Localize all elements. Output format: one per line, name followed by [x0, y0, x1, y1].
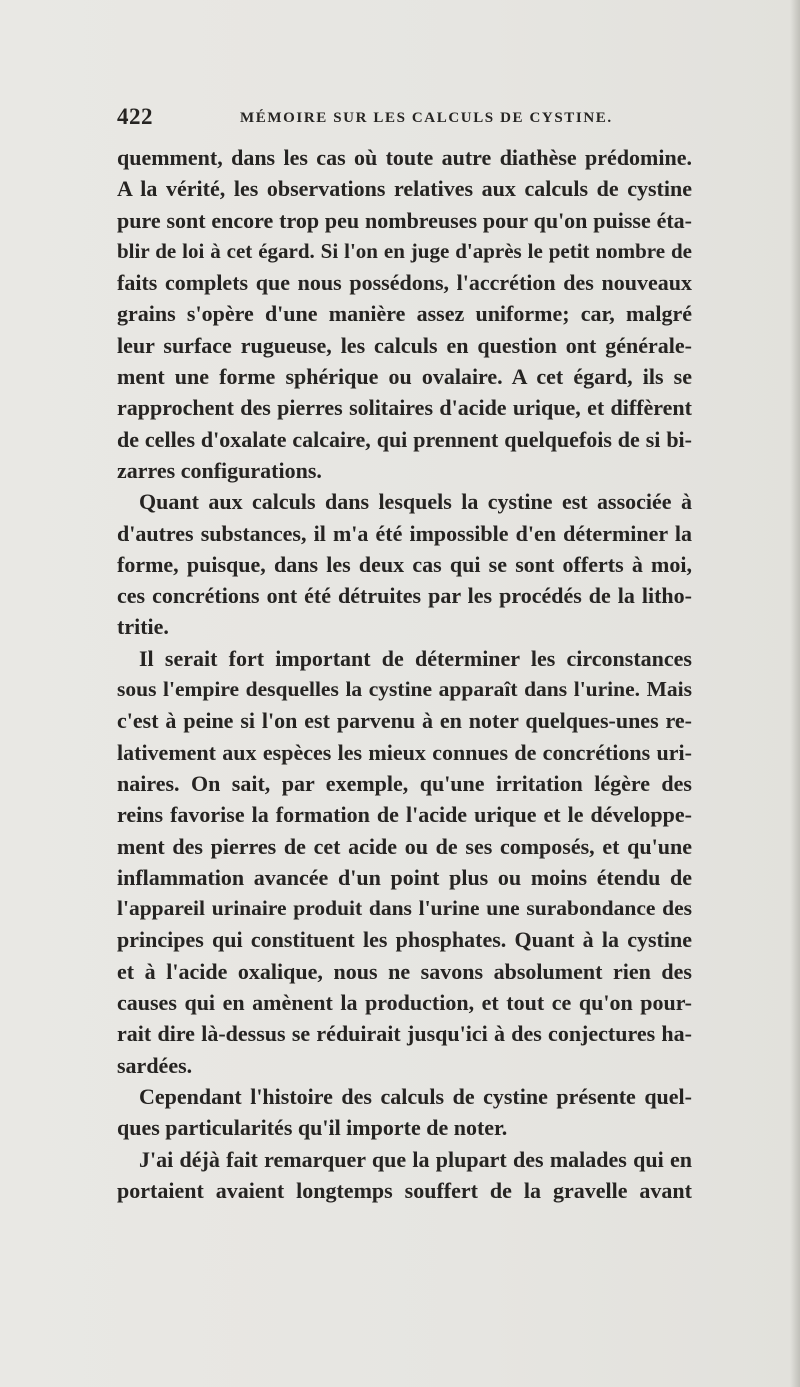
running-title: MÉMOIRE SUR LES CALCULS DE CYSTINE.: [240, 110, 613, 126]
text-line: blir de loi à cet égard. Si l'on en juge d'après le petit nombre de: [117, 238, 692, 263]
text-line: A la vérité, les observations relatives aux calculs de cystine: [117, 176, 692, 202]
page-edge-shadow: [790, 0, 800, 1387]
page-number: 422: [117, 104, 153, 129]
text-line: c'est à peine si l'on est parvenu à en noter quelques-unes re-: [117, 708, 692, 734]
text-line: ces concrétions ont été détruites par les procédés de la litho-: [117, 583, 692, 609]
text-line: Quant aux calculs dans lesquels la cystine est associée à: [139, 489, 692, 515]
text-line: rait dire là-dessus se réduirait jusqu'ici à des conjectures ha-: [117, 1021, 692, 1047]
text-line: ques particularités qu'il importe de noter.: [117, 1115, 508, 1141]
text-line: tritie.: [117, 614, 169, 640]
page-header: [117, 104, 692, 134]
text-line: d'autres substances, il m'a été impossible d'en déterminer la: [117, 520, 692, 546]
text-line: lativement aux espèces les mieux connues de concrétions uri-: [117, 739, 692, 765]
text-line: Il serait fort important de déterminer les circonstances: [139, 645, 692, 671]
text-line: naires. On sait, par exemple, qu'une irritation légère des: [117, 770, 692, 796]
body-text: [117, 142, 692, 1206]
text-line: grains s'opère d'une manière assez uniforme; car, malgré: [117, 301, 692, 327]
text-line: Cependant l'histoire des calculs de cystine présente quel-: [139, 1083, 692, 1109]
text-line: ment des pierres de cet acide ou de ses composés, et qu'une: [117, 833, 692, 859]
text-line: zarres configurations.: [117, 457, 322, 483]
text-line: pure sont encore trop peu nombreuses pour qu'on puisse éta-: [117, 207, 692, 233]
text-line: reins favorise la formation de l'acide urique et le développe-: [117, 802, 692, 828]
text-line: forme, puisque, dans les deux cas qui se sont offerts à moi,: [117, 551, 692, 577]
text-line: principes qui constituent les phosphates. Quant à la cystine: [117, 927, 692, 953]
text-line: faits complets que nous possédons, l'accrétion des nouveaux: [117, 270, 692, 296]
text-line: ment une forme sphérique ou ovalaire. A cet égard, ils se: [117, 364, 692, 390]
text-line: et à l'acide oxalique, nous ne savons absolument rien des: [117, 958, 692, 984]
text-line: sous l'empire desquelles la cystine apparaît dans l'urine. Mais: [117, 677, 692, 702]
text-line: rapprochent des pierres solitaires d'acide urique, et diffèrent: [117, 395, 692, 421]
text-line: J'ai déjà fait remarquer que la plupart des malades qui en: [139, 1146, 692, 1172]
text-line: leur surface rugueuse, les calculs en question ont générale-: [117, 332, 692, 358]
text-line: causes qui en amènent la production, et tout ce qu'on pour-: [117, 990, 692, 1016]
text-line: quemment, dans les cas où toute autre diathèse prédomine.: [117, 145, 692, 170]
text-line: de celles d'oxalate calcaire, qui prennent quelquefois de si bi-: [117, 426, 692, 452]
text-line: l'appareil urinaire produit dans l'urine une surabondance des: [117, 896, 692, 921]
text-line: sardées.: [117, 1052, 193, 1078]
text-line: inflammation avancée d'un point plus ou moins étendu de: [117, 864, 692, 890]
text-line: portaient avaient longtemps souffert de la gravelle avant: [117, 1177, 692, 1203]
